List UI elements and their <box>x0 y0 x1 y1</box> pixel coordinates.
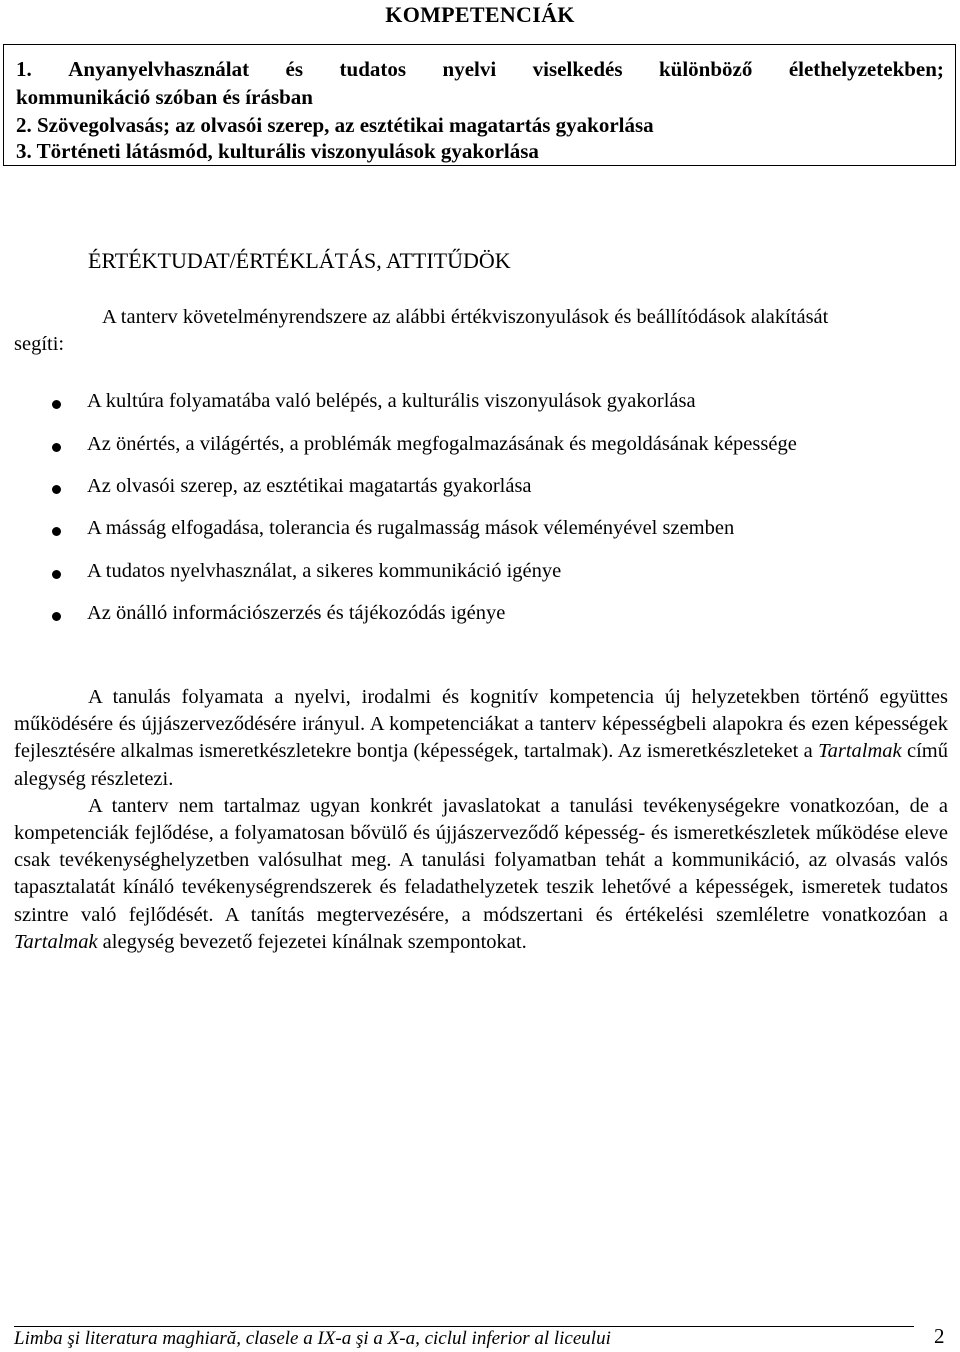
list-item-text: A tudatos nyelvhasználat, a sikeres kommunikáció igénye <box>87 560 562 582</box>
paragraph-text: alegység bevezető fejezetei kínálnak szempontokat. <box>97 930 527 953</box>
list-item-text: Az önálló információszerzés és tájékozódás igénye <box>87 602 506 624</box>
paragraph-text: A tanterv nem tartalmaz ugyan konkrét javaslatokat a tanulási tevékenységekre vonatkozóan, de a kompetenciák fejlődése, a folyamatosan bővülő és újjászerveződő képesség- és ismeretkészletek működése eleve csak tevékenységhelyzetben valósulhat meg. A tanulási folyamatban tehát a kommunikáció, az olvasás valós tapasztalatát kínáló tevékenységrendszerek és feladathelyzetek teszik lehetővé a képességek, ismeretek tudatos szintre való fejlődését. A tanítás megtervezésére, a módszertani és értékelési szemléletre vonatkozóan a <box>14 794 948 926</box>
page-title: KOMPETENCIÁK <box>385 2 575 27</box>
bullet-icon <box>52 570 61 579</box>
word: különböző <box>658 57 753 81</box>
bullet-icon <box>52 485 61 494</box>
bullet-icon <box>52 443 61 452</box>
word: és <box>285 57 304 81</box>
word: viselkedés <box>532 57 623 81</box>
italic-term: Tartalmak <box>14 930 98 953</box>
paragraph-text: című alegység részletezi. <box>14 740 948 790</box>
word: élethelyzetekben; <box>788 57 944 81</box>
list-item-text: A másság elfogadása, tolerancia és rugalmasság mások véleményével szemben <box>87 517 735 539</box>
italic-term: Tartalmak <box>818 740 902 763</box>
word: 1. <box>16 57 32 81</box>
bullet-icon <box>52 612 61 621</box>
paragraph-1 <box>14 684 948 793</box>
values-heading: ÉRTÉKTUDAT/ÉRTÉKLÁTÁS, ATTITŰDÖK <box>88 248 511 273</box>
word: Anyanyelvhasználat <box>68 57 250 81</box>
list-item-text: Az önértés, a világértés, a problémák megfogalmazásának és megoldásának képessége <box>87 433 797 455</box>
competency-1-line2: kommunikáció szóban és írásban <box>16 85 313 109</box>
word: tudatos <box>339 57 407 81</box>
intro-line-1: A tanterv követelményrendszere az alábbi értékviszonyulások és beállítódások alakítását <box>102 306 829 328</box>
bullet-icon <box>52 527 61 536</box>
bullet-icon <box>52 400 61 409</box>
paragraph-text: A tanulás folyamata a nyelvi, irodalmi és kognitív kompetencia új helyzetekben történő együttes működésére és újjászerveződésére irányul. A kompetenciákat a tanterv képességbeli alapokra és ezen képességek fejlesztésére alkalmas ismeretkészletekre bontja (képességek, tartalmak). Az ismeretkészleteket a <box>14 686 948 763</box>
word: nyelvi <box>442 57 497 81</box>
footer-rule <box>14 1326 914 1327</box>
paragraph-2 <box>14 793 948 956</box>
competency-3: 3. Történeti látásmód, kulturális viszonyulások gyakorlása <box>16 139 539 163</box>
list-item-text: Az olvasói szerep, az esztétikai magatartás gyakorlása <box>87 475 532 497</box>
competency-2: 2. Szövegolvasás; az olvasói szerep, az esztétikai magatartás gyakorlása <box>16 113 654 137</box>
footer-text: Limba şi literatura maghiară, clasele a IX-a şi a X-a, ciclul inferior al liceului <box>14 1328 611 1349</box>
competency-1-line1 <box>16 57 944 82</box>
intro-line-2: segíti: <box>14 333 65 355</box>
list-item-text: A kultúra folyamatába való belépés, a kulturális viszonyulások gyakorlása <box>87 390 696 412</box>
competencies-box <box>3 44 956 166</box>
page-number: 2 <box>934 1324 945 1348</box>
body-text <box>14 684 948 956</box>
